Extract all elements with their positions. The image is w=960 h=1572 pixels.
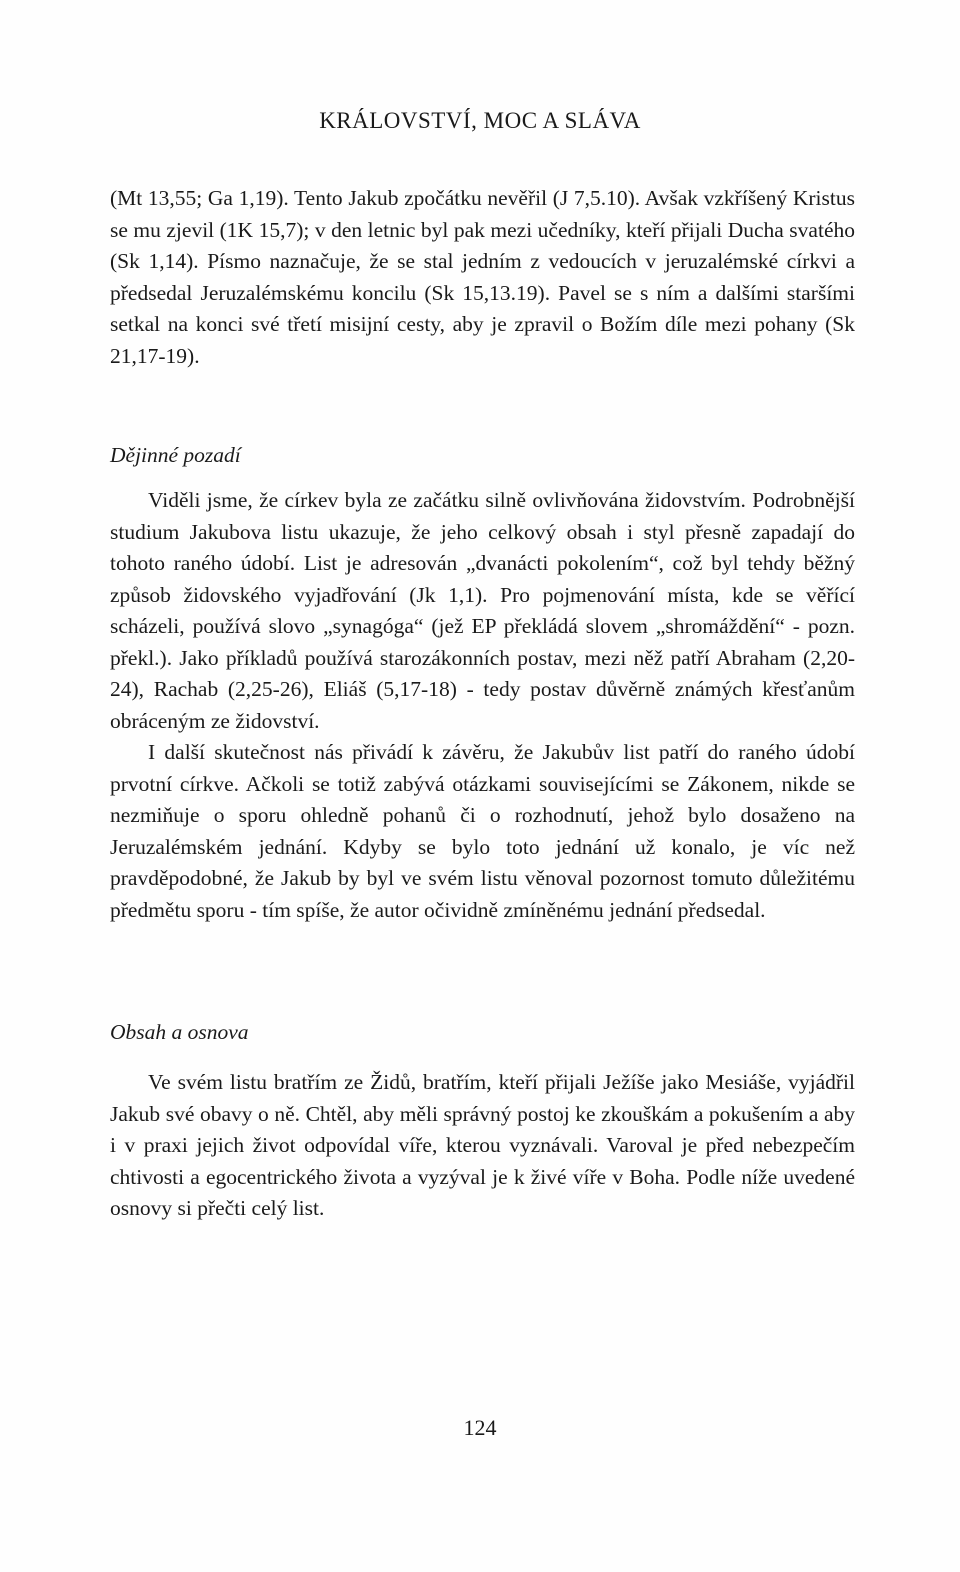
paragraph-text: Ve svém listu bratřím ze Židů, bratřím, kteří přijali Ježíše jako Mesiáše, vyjádřil Jakub své obavy o ně. Chtěl, aby měli správný postoj ke zkouškám a pokušením a aby i v praxi jejich život odpovídal víře, kterou vyznávali. Varoval je před nebezpečím chtivosti a egocentrického života a vyzýval je k živé víře v Boha. Podle níže uvedené osnovy si přečti celý list. <box>110 1070 855 1220</box>
paragraph-text: (Mt 13,55; Ga 1,19). Tento Jakub zpočátku nevěřil (J 7,5.10). Avšak vzkříšený Kristus se mu zjevil (1K 15,7); v den letnic byl pak mezi učedníky, kteří přijali Ducha svatého (Sk 1,14). Písmo naznačuje, že se stal jedním z vedoucích v jeruzalémské církvi a předsedal Jeruzalémskému koncilu (Sk 15,13.19). Pavel se s ním a dalšími staršími setkal na konci své třetí misijní cesty, aby je zpravil o Božím díle mezi pohany (Sk 21,17-19). <box>110 186 855 368</box>
running-head: KRÁLOVSTVÍ, MOC A SLÁVA <box>319 108 641 133</box>
section-heading-content-outline: Obsah a osnova <box>110 1020 249 1044</box>
body-paragraph-intro <box>110 183 855 372</box>
body-section-content-outline <box>110 1067 855 1225</box>
page-number: 124 <box>463 1415 497 1440</box>
section-heading-historical-background: Dějinné pozadí <box>110 443 241 467</box>
paragraph-text: Viděli jsme, že církev byla ze začátku silně ovlivňována židovstvím. Podrobnější studium Jakubova listu ukazuje, že jeho celkový obsah i styl přesně zapadají do tohoto raného údobí. List je adresován „dvanácti pokolením“, což byl tehdy běžný způsob židovského vyjadřování (Jk 1,1). Pro pojmenování místa, kde se věřící scházeli, používá slovo „synagóga“ (jež EP překládá slovem „shromáždění“ - pozn. překl.). Jako příkladů používá starozákonních postav, mezi něž patří Abraham (2,20-24), Rachab (2,25-26), Eliáš (5,17-18) - tedy postav důvěrně známých křesťanům obráceným ze židovství. <box>110 488 855 733</box>
paragraph-text: I další skutečnost nás přivádí k závěru, že Jakubův list patří do raného údobí prvotní církve. Ačkoli se totiž zabývá otázkami souvisejícími se Zákonem, nikde se nezmiňuje o sporu ohledně pohanů či o rozhodnutí, jehož bylo dosaženo na Jeruzalémském jednání. Kdyby se bylo toto jednání už konalo, je víc než pravděpodobné, že Jakub by byl ve svém listu věnoval pozornost tomuto důležitému předmětu sporu - tím spíše, že autor očividně zmíněnému jednání předsedal. <box>110 740 855 922</box>
body-section-historical-background <box>110 485 855 926</box>
